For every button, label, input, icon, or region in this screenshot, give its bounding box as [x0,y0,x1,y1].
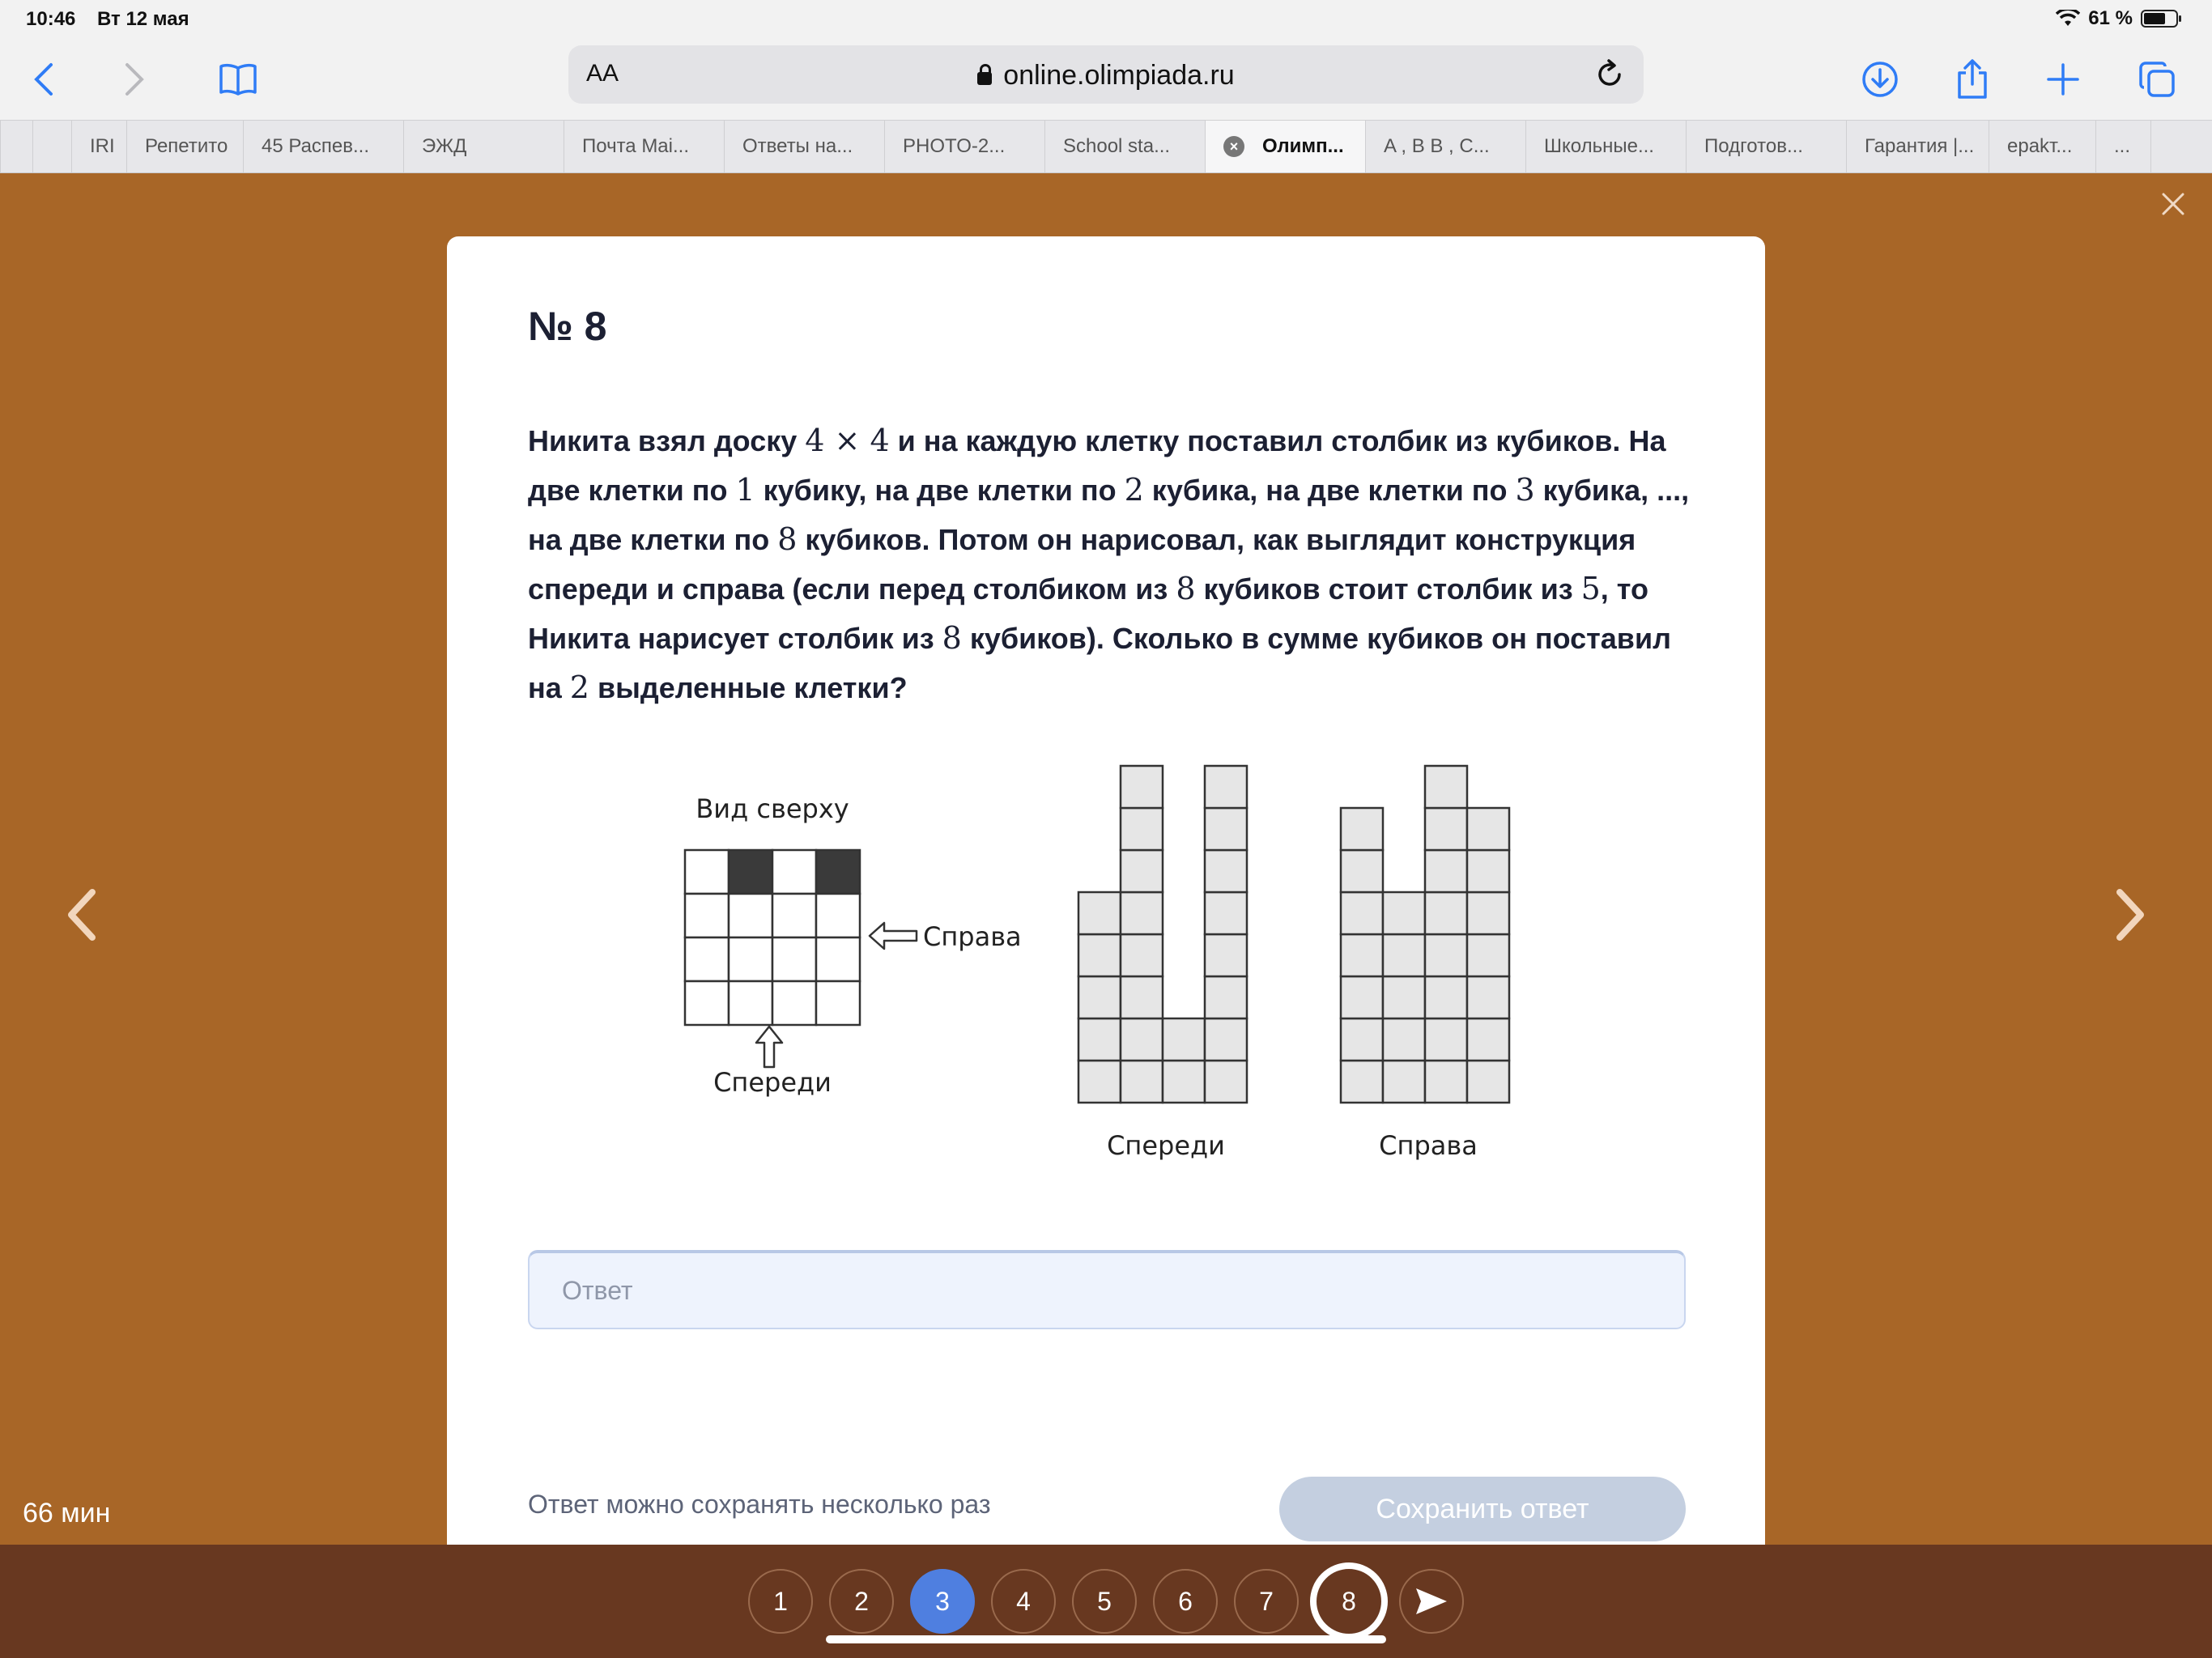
cube [1467,1061,1509,1103]
send-icon [1414,1587,1448,1616]
new-tab-icon[interactable] [2037,53,2089,105]
tabs-overview-icon[interactable] [2131,53,2183,105]
cube [1205,892,1247,934]
cube [1383,1061,1425,1103]
tab-label: School sta... [1063,135,1171,157]
bottom-bar [0,1545,2212,1658]
tab-stub[interactable] [2150,121,2212,172]
grid-cell [685,981,729,1025]
cube [1467,808,1509,850]
tab-label: Гарантия |... [1865,135,1975,157]
tab-label: A , B B , C... [1384,135,1490,157]
status-right [2056,7,2178,30]
url-text: online.olimpiada.ru [1003,60,1235,91]
cube [1341,808,1383,850]
cube [1467,892,1509,934]
reader-aa-button[interactable]: AA [586,60,619,87]
cube [1163,1061,1205,1103]
page-button-5[interactable]: 5 [1072,1569,1137,1634]
next-question-icon[interactable] [2105,882,2154,947]
tab-14[interactable] [2095,121,2150,172]
tab-1[interactable] [126,121,243,172]
reload-icon[interactable] [1593,58,1626,91]
grid-cell [685,937,729,981]
tab-stub[interactable] [0,121,32,172]
tab-8[interactable] [1205,121,1365,172]
download-icon[interactable] [1854,53,1906,105]
grid-cell [772,981,816,1025]
grid-cell [816,894,860,937]
page-button-2[interactable]: 2 [829,1569,894,1634]
tab-7[interactable] [1044,121,1205,172]
tab-0[interactable] [71,121,126,172]
tab-label: ерakт... [2007,135,2073,157]
cube [1121,808,1163,850]
browser-toolbar [0,39,2212,120]
forward-icon[interactable] [108,53,160,105]
tab-label: Олимп... [1262,135,1344,157]
cube [1121,850,1163,892]
cube [1425,1061,1467,1103]
cube [1205,1018,1247,1061]
page-button-7[interactable]: 7 [1234,1569,1299,1634]
page-button-3[interactable]: 3 [910,1569,975,1634]
cube [1467,850,1509,892]
address-bar[interactable] [568,45,1644,104]
tab-5[interactable] [724,121,884,172]
cube [1383,892,1425,934]
tab-12[interactable] [1846,121,1989,172]
cube [1341,1061,1383,1103]
grid-cell [772,894,816,937]
status-time: 10:46 [26,8,76,30]
page-button-4[interactable]: 4 [991,1569,1056,1634]
cube [1121,976,1163,1018]
tab-label: Репетито [145,135,228,157]
question-text: Никита взял доску 4 × 4 и на каждую клетку поставил столбик из кубиков. На две клетки по 1 кубику, на две клетки по 2 кубика, на две клетки по 3 кубика, ..., на две клетки по 8 кубиков. Потом он нарисовал, как выглядит конструкция спереди и справа (если перед столбиком из 8 кубиков стоит столбик из 5, то Никита нарисует столбик из 8 кубиков). Сколько в сумме кубиков он поставил на 2 выделенные клетки? [528,423,1690,705]
lock-icon [977,72,992,85]
back-icon[interactable] [18,53,70,105]
cube [1425,766,1467,808]
question-number: № 8 [528,304,607,349]
tab-label: Школьные... [1544,135,1654,157]
cube [1341,934,1383,976]
status-date: Вт 12 мая [97,8,189,30]
top-view-grid [685,850,860,1025]
tab-label: ... [2114,135,2131,157]
cube [1205,934,1247,976]
save-hint: Ответ можно сохранять несколько раз [528,1490,991,1519]
highlighted-cell [816,850,860,894]
cube [1205,808,1247,850]
cube [1425,808,1467,850]
tab-label: Ответы на... [742,135,853,157]
right-arrow-label: Справа [923,921,1022,952]
grid-cell [816,937,860,981]
tab-13[interactable] [1989,121,2095,172]
cube [1078,1018,1121,1061]
bookmarks-icon[interactable] [212,53,264,105]
grid-cell [685,850,729,894]
prev-question-icon[interactable] [58,882,107,947]
tab-4[interactable] [564,121,724,172]
cube [1341,1018,1383,1061]
save-answer-button[interactable]: Сохранить ответ [1279,1477,1686,1541]
front-view-caption: Спереди [1107,1130,1225,1161]
tab-label: ЭЖД [422,135,467,157]
cube [1205,766,1247,808]
tab-11[interactable] [1686,121,1846,172]
right-arrow-icon [870,923,917,949]
right-view-caption: Справа [1379,1130,1478,1161]
front-view [1078,766,1247,1103]
home-indicator [826,1635,1386,1643]
page-button-8[interactable]: 8 [1310,1562,1388,1640]
cube [1078,892,1121,934]
cube [1163,1018,1205,1061]
front-arrow-icon [756,1027,782,1067]
cube [1121,1061,1163,1103]
cube [1078,934,1121,976]
cube [1121,766,1163,808]
tab-3[interactable] [403,121,564,172]
front-arrow-label: Спереди [713,1067,832,1098]
battery-icon [2141,10,2178,28]
question-pagination [748,1569,1464,1640]
submit-send-button[interactable] [1399,1569,1464,1634]
cube [1341,892,1383,934]
status-bar [0,0,2212,39]
grid-cell [729,981,772,1025]
answer-input[interactable] [528,1250,1686,1329]
cube [1078,976,1121,1018]
tab-stub[interactable] [32,121,65,172]
cube [1425,850,1467,892]
cube [1205,850,1247,892]
tab-bar [0,120,2212,173]
grid-cell [816,981,860,1025]
cube [1121,1018,1163,1061]
tab-label: PHOTO-2... [903,135,1006,157]
grid-cell [772,850,816,894]
tab-10[interactable] [1525,121,1686,172]
cube [1383,934,1425,976]
close-icon[interactable] [2157,188,2189,220]
tab-2[interactable] [243,121,403,172]
tab-label: Почта Mai... [582,135,689,157]
cube [1078,1061,1121,1103]
grid-cell [729,894,772,937]
cube [1467,1018,1509,1061]
cube [1341,850,1383,892]
tab-label: Подготов... [1704,135,1803,157]
cube [1425,1018,1467,1061]
cube [1383,976,1425,1018]
cube [1205,1061,1247,1103]
tab-label: IRI [90,135,115,157]
cube [1121,934,1163,976]
page-button-6[interactable]: 6 [1153,1569,1218,1634]
right-view [1341,766,1509,1103]
cube [1383,1018,1425,1061]
grid-cell [772,937,816,981]
wifi-icon [2056,10,2080,28]
cube [1467,976,1509,1018]
page-button-1[interactable]: 1 [748,1569,813,1634]
top-view-label: Вид сверху [696,793,849,824]
tab-label: 45 Распев... [262,135,370,157]
cube [1425,976,1467,1018]
cube [1205,976,1247,1018]
question-card [447,236,1765,1545]
cube [1341,976,1383,1018]
cube [1425,892,1467,934]
tab-close-icon[interactable]: × [1223,136,1244,157]
highlighted-cell [729,850,772,894]
tab-6[interactable] [884,121,1044,172]
cube [1425,934,1467,976]
battery-percent: 61 % [2088,7,2133,29]
share-icon[interactable] [1946,53,1998,105]
timer: 66 мин [23,1498,111,1528]
grid-cell [685,894,729,937]
cube [1121,892,1163,934]
question-figure [447,236,1765,1545]
cube [1467,934,1509,976]
tab-9[interactable] [1365,121,1525,172]
grid-cell [729,937,772,981]
